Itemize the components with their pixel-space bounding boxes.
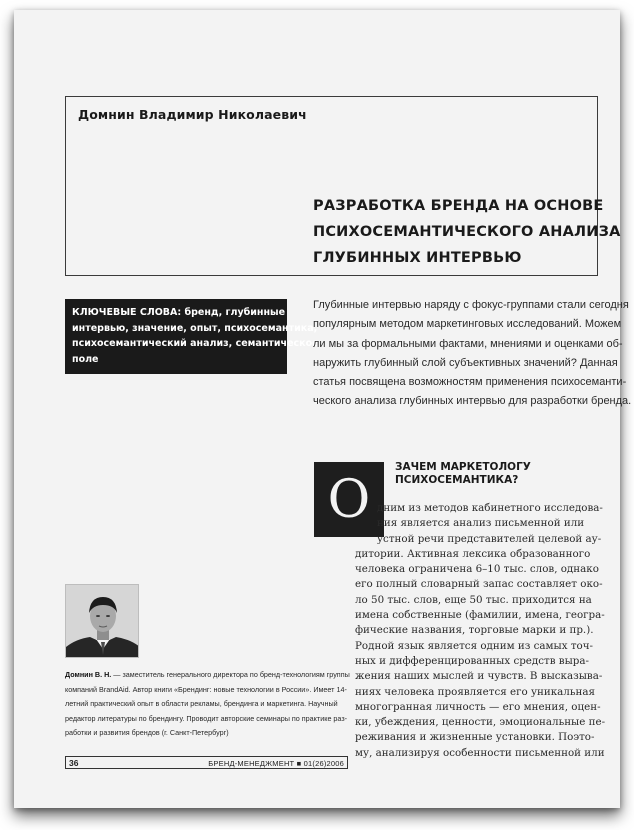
page-number: 36 <box>69 758 79 768</box>
body-line: многогранная личность — его мнения, оцен- <box>355 700 601 713</box>
body-line: дним из методов кабинетного исследова- <box>377 502 603 514</box>
drop-cap: О <box>314 462 384 537</box>
abstract-line: популярным методом маркетинговых исследований. Можем <box>313 318 622 331</box>
bio-line: редактор литературы по брендингу. Проводит авторские семинары по практике раз- <box>65 713 348 723</box>
title-line: ГЛУБИННЫХ ИНТЕРВЬЮ <box>313 250 522 266</box>
bio-line: компаний BrandAid. Автор книги «Брендинг: новые технологии в России». Имеет 14- <box>65 684 347 694</box>
body-line: Родной язык является одним из самых точ- <box>355 639 594 652</box>
body-line: жения наших мыслей и чувств. В высказыва- <box>355 670 603 683</box>
title-line: РАЗРАБОТКА БРЕНДА НА ОСНОВЕ <box>313 198 604 214</box>
section-heading-line: ЗАЧЕМ МАРКЕТОЛОГУ <box>395 461 531 473</box>
body-line: ния является анализ письменной или <box>377 517 585 530</box>
article-title <box>313 193 621 271</box>
author-portrait <box>66 585 139 658</box>
body-line: фические названия, торговые марки и пр.). <box>355 624 594 637</box>
journal-issue: БРЕНД-МЕНЕДЖМЕНТ ■ 01(26)2006 <box>208 758 344 768</box>
bio-line: летний практический опыт в области рекламы, брендинга и маркетинга. Научный <box>65 699 338 708</box>
abstract <box>313 296 632 412</box>
body-line: му, анализируя особенности письменной или <box>355 746 605 759</box>
abstract-line: статья посвящена возможностям применения психосеманти- <box>313 376 627 389</box>
body-line: человека ограничена 6–10 тыс. слов, однако <box>355 563 599 576</box>
keywords-line: поле <box>72 353 99 365</box>
body-line: устной речи представителей целевой ау- <box>377 532 602 545</box>
section-heading <box>395 461 595 487</box>
body-line: дитории. Активная лексика образованного <box>355 547 591 560</box>
body-line: ло 50 тыс. слов, еще 50 тыс. приходится на <box>355 593 592 606</box>
body-line: ки, убеждения, ценности, эмоциональные пе- <box>355 716 606 729</box>
author-photo <box>65 584 139 658</box>
body-line: имена собственные (фамилии, имена, геогра- <box>355 609 605 622</box>
abstract-line: наружить глубинный слой субъективных значений? Данная <box>313 356 618 369</box>
keywords-line: интервью, значение, опыт, психосемантика, <box>72 322 318 334</box>
bio-line-text: — заместитель генерального директора по бренд-технологиям группы <box>111 670 350 679</box>
body-line: ных и дифференцированных средств выра- <box>355 654 589 667</box>
abstract-line: ли мы за формальными фактами, мнениями и оценками об- <box>313 337 623 350</box>
abstract-line: ческого анализа глубинных интервью для разработки бренда. <box>313 395 632 408</box>
magazine-page <box>14 10 632 808</box>
bio-line <box>65 668 355 683</box>
abstract-line: Глубинные интервью наряду с фокус-группами стали сегодня <box>313 299 629 311</box>
author-bio <box>65 668 355 741</box>
keywords-line: психосемантический анализ, семантическое <box>72 338 319 349</box>
page-footer <box>65 756 348 769</box>
bio-author-name: Домнин В. Н. <box>65 670 112 679</box>
body-line: реживания и жизненные установки. Поэто- <box>355 731 595 744</box>
keywords-line: КЛЮЧЕВЫЕ СЛОВА: бренд, глубинные <box>72 307 286 318</box>
body-line: ниях человека проявляется его уникальная <box>355 685 595 698</box>
author-name: Домнин Владимир Николаевич <box>78 107 307 122</box>
body-line: его полный словарный запас составляет око- <box>355 578 603 591</box>
section-heading-line: ПСИХОСЕМАНТИКА? <box>395 474 519 486</box>
keywords-box <box>65 299 319 374</box>
bio-line: работки и развития брендов (г. Санкт-Петербург) <box>65 728 229 737</box>
title-line: ПСИХОСЕМАНТИЧЕСКОГО АНАЛИЗА <box>313 224 621 240</box>
